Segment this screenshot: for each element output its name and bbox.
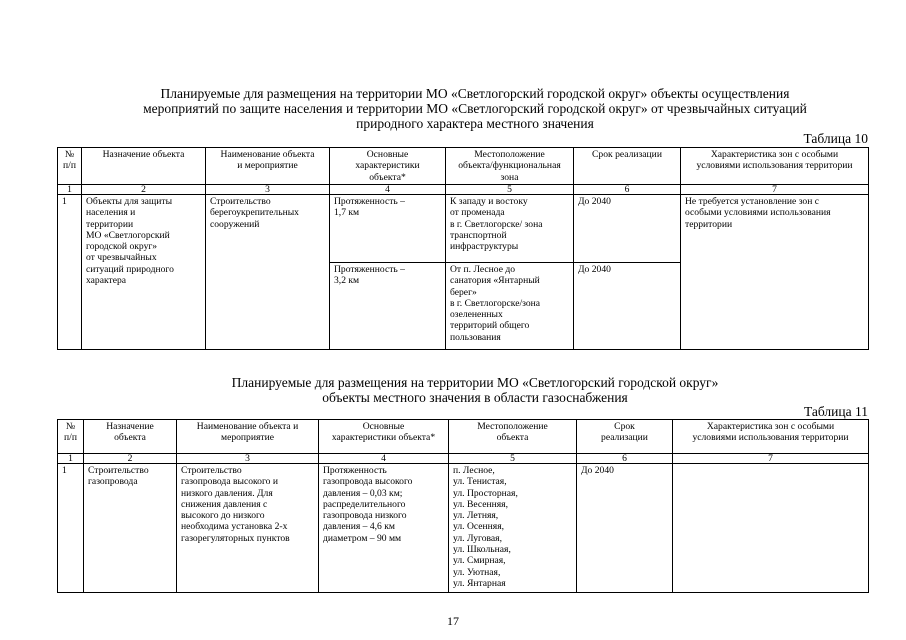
object-location: п. Лесное, ул. Тенистая, ул. Просторная, ул. Весенняя, ул. Летняя, ул. Осенняя, ул. Луговая, ул. Школьная, ул. Смирная, ул. Уютная, ул. Янтарная <box>449 464 577 593</box>
table10-title-line: Планируемые для размещения на территории МО «Светлогорский городской округ» объекты осуществления <box>160 86 790 101</box>
table10-title <box>80 86 870 131</box>
special-zones: Не требуется установление зон с особыми условиями использования территории <box>681 195 869 350</box>
column-number: 2 <box>82 185 206 195</box>
table11-header-row <box>58 420 869 454</box>
header-cell: Наименование объекта и мероприятие <box>206 148 330 185</box>
special-zones <box>673 464 869 593</box>
object-characteristics: Протяженность – 1,7 км <box>330 195 446 263</box>
header-cell: Характеристика зон с особыми условиями использования территории <box>681 148 869 185</box>
implementation-term: До 2040 <box>574 195 681 263</box>
table10 <box>57 147 869 350</box>
table10-header-row <box>58 148 869 185</box>
header-cell: № п/п <box>58 148 82 185</box>
table10-column-numbers <box>58 185 869 195</box>
column-number: 5 <box>446 185 574 195</box>
header-cell: Наименование объекта и мероприятие <box>177 420 319 454</box>
column-number: 6 <box>577 454 673 464</box>
table-row <box>58 195 869 263</box>
header-cell: Назначение объекта <box>84 420 177 454</box>
table11-title <box>80 375 870 405</box>
column-number: 4 <box>330 185 446 195</box>
object-characteristics: Протяженность – 3,2 км <box>330 263 446 350</box>
object-name: Строительство газопровода высокого и низкого давления. Для снижения давления с высокого до низкого необходима установка 2-х газорегуляторных пунктов <box>177 464 319 593</box>
header-cell: Срок реализации <box>577 420 673 454</box>
header-cell: Назначение объекта <box>82 148 206 185</box>
page-number: 17 <box>447 614 459 628</box>
column-number: 3 <box>206 185 330 195</box>
row-number: 1 <box>58 464 84 593</box>
object-characteristics: Протяженность газопровода высокого давления – 0,03 км; распределительного газопровода низкого давления – 4,6 км диаметром – 90 мм <box>319 464 449 593</box>
column-number: 1 <box>58 454 84 464</box>
column-number: 7 <box>673 454 869 464</box>
column-number: 4 <box>319 454 449 464</box>
object-location: От п. Лесное до санатория «Янтарный берег» в г. Светлогорске/зона озелененных территорий общего пользования <box>446 263 574 350</box>
column-number: 7 <box>681 185 869 195</box>
table11-title-line: объекты местного значения в области газоснабжения <box>322 390 628 405</box>
row-number: 1 <box>58 195 82 350</box>
header-cell: Срок реализации <box>574 148 681 185</box>
column-number: 5 <box>449 454 577 464</box>
table10-label: Таблица 10 <box>803 131 868 146</box>
object-name: Строительство берегоукрепительных сооружений <box>206 195 330 350</box>
column-number: 6 <box>574 185 681 195</box>
implementation-term: До 2040 <box>577 464 673 593</box>
table10-title-line: природного характера местного значения <box>356 116 594 131</box>
header-cell: № п/п <box>58 420 84 454</box>
table-row <box>58 464 869 593</box>
object-purpose: Объекты для защиты населения и территории МО «Светлогорский городской округ» от чрезвычайных ситуаций природного характера <box>82 195 206 350</box>
column-number: 2 <box>84 454 177 464</box>
object-purpose: Строительство газопровода <box>84 464 177 593</box>
object-location: К западу и востоку от променада в г. Светлогорске/ зона транспортной инфраструктуры <box>446 195 574 263</box>
table11 <box>57 419 869 593</box>
table11-title-line: Планируемые для размещения на территории МО «Светлогорский городской округ» <box>231 375 719 390</box>
column-number: 3 <box>177 454 319 464</box>
header-cell: Местоположение объекта <box>449 420 577 454</box>
table10-title-line: мероприятий по защите населения и территории МО «Светлогорский городской округ» от чрезвычайных ситуаций <box>143 101 807 116</box>
header-cell: Местоположение объекта/функциональная зона <box>446 148 574 185</box>
table11-label: Таблица 11 <box>804 404 868 419</box>
header-cell: Основные характеристики объекта* <box>319 420 449 454</box>
header-cell: Характеристика зон с особыми условиями использования территории <box>673 420 869 454</box>
table11-column-numbers <box>58 454 869 464</box>
header-cell: Основные характеристики объекта* <box>330 148 446 185</box>
column-number: 1 <box>58 185 82 195</box>
implementation-term: До 2040 <box>574 263 681 350</box>
